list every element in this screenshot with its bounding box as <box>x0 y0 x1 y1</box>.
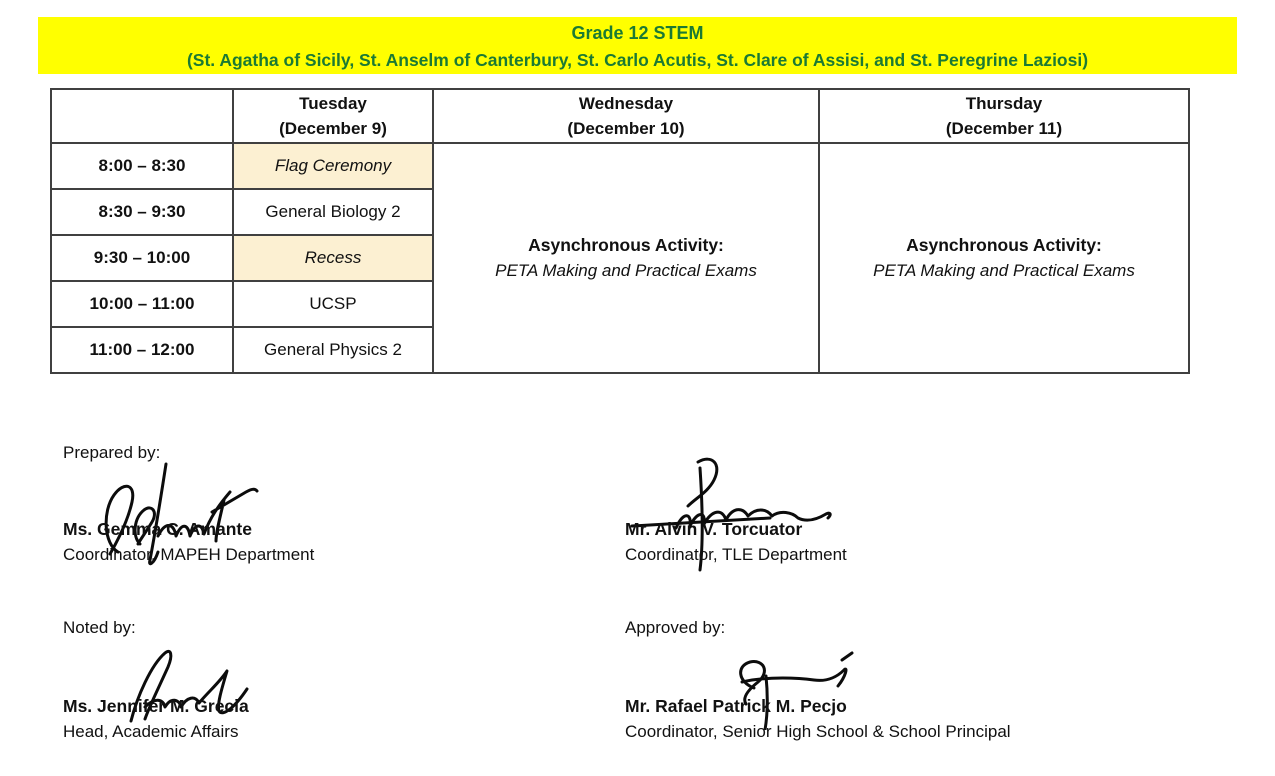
time-column-header <box>51 89 233 143</box>
table-row <box>51 143 1189 189</box>
time-cell: 9:30 – 10:00 <box>51 235 233 281</box>
banner-title: Grade 12 STEM <box>571 23 704 43</box>
wednesday-activity-cell <box>433 143 819 373</box>
prepared-by-right <box>625 516 847 568</box>
banner-subtitle: (St. Agatha of Sicily, St. Anselm of Canterbury, St. Carlo Acutis, St. Clare of Assisi, and St. Peregrine Laziosi) <box>186 50 1089 70</box>
subject-cell-general-physics: General Physics 2 <box>233 327 433 373</box>
subject-cell-flag-ceremony: Flag Ceremony <box>233 143 433 189</box>
activity-title: Asynchronous Activity: <box>906 235 1102 255</box>
thursday-header <box>819 89 1189 143</box>
time-cell: 11:00 – 12:00 <box>51 327 233 373</box>
activity-detail: PETA Making and Practical Exams <box>873 261 1135 280</box>
approved-by-label: Approved by: <box>625 618 726 637</box>
day-name: Tuesday <box>299 94 367 113</box>
day-date: (December 9) <box>279 119 387 138</box>
time-cell: 8:30 – 9:30 <box>51 189 233 235</box>
day-name: Thursday <box>965 94 1043 113</box>
person-title: Coordinator, TLE Department <box>625 545 847 564</box>
person-name: Ms. Gemma C. Amante <box>63 519 252 539</box>
prepared-by-left <box>63 516 314 568</box>
noted-by-label: Noted by: <box>63 618 136 637</box>
subject-cell-recess: Recess <box>233 235 433 281</box>
activity-title: Asynchronous Activity: <box>528 235 724 255</box>
prepared-by-label: Prepared by: <box>63 443 161 462</box>
day-name: Wednesday <box>578 94 674 113</box>
person-title: Coordinator, MAPEH Department <box>63 545 315 564</box>
day-date: (December 11) <box>945 119 1063 138</box>
tuesday-header <box>233 89 433 143</box>
day-date: (December 10) <box>567 119 685 138</box>
subject-cell-general-biology: General Biology 2 <box>233 189 433 235</box>
grade-banner <box>38 17 1237 74</box>
subject-cell-ucsp: UCSP <box>233 281 433 327</box>
thursday-activity-cell <box>819 143 1189 373</box>
time-cell: 10:00 – 11:00 <box>51 281 233 327</box>
activity-detail: PETA Making and Practical Exams <box>495 261 757 280</box>
person-title: Coordinator, Senior High School & School Principal <box>625 722 1011 741</box>
header-row <box>51 89 1189 143</box>
person-name: Mr. Rafael Patrick M. Pecjo <box>625 696 847 716</box>
time-cell: 8:00 – 8:30 <box>51 143 233 189</box>
approved-by-person <box>625 693 1011 745</box>
noted-by-person <box>63 693 249 745</box>
wednesday-header <box>433 89 819 143</box>
person-name: Ms. Jennifer M. Grecia <box>63 696 249 716</box>
schedule-table <box>50 88 1190 374</box>
person-name: Mr. Alvin V. Torcuator <box>625 519 803 539</box>
person-title: Head, Academic Affairs <box>63 722 239 741</box>
